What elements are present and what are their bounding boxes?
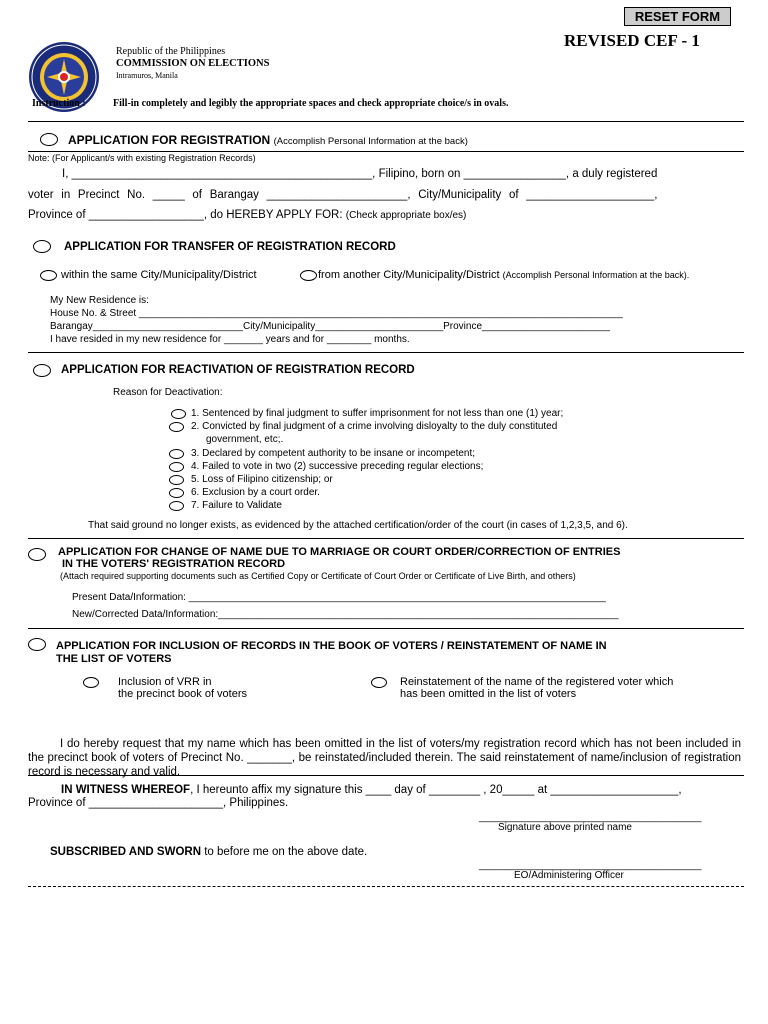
change-name-heading-2: IN THE VOTERS' REGISTRATION RECORD [62, 558, 286, 570]
address-label: Intramuros, Manila [116, 71, 178, 80]
present-data-field: Present Data/Information: ___________________________________________________________________________ [72, 592, 606, 603]
reinstatement-line2: has been omitted in the list of voters [400, 688, 577, 700]
divider [28, 121, 744, 122]
instruction-label: Instruction : [32, 98, 86, 109]
registration-oval[interactable] [40, 133, 58, 146]
reason-6: 6. Exclusion by a court order. [191, 487, 320, 498]
witness-province: Province of _____________________, Philippines. [28, 797, 289, 809]
republic-label: Republic of the Philippines [116, 46, 226, 57]
reason-6-oval[interactable] [169, 488, 184, 498]
commission-label: COMMISSION ON ELECTIONS [116, 58, 270, 69]
inclusion-vrr-line2: the precinct book of voters [118, 688, 248, 700]
registration-line-1: I, _______________________________________________, Filipino, born on ________________, a duly registered [62, 168, 658, 180]
divider [28, 538, 744, 539]
divider [28, 628, 744, 629]
reactivation-footer: That said ground no longer exists, as evidenced by the attached certification/order of the court (in cases of 1,2,3,5, and 6). [88, 520, 628, 531]
transfer-oval[interactable] [33, 240, 51, 253]
reason-3: 3. Declared by competent authority to be insane or incompetent; [191, 448, 476, 459]
registration-line-3: Province of __________________, do HEREBY APPLY FOR: (Check appropriate box/es) [28, 209, 467, 221]
change-name-heading-1: APPLICATION FOR CHANGE OF NAME DUE TO MARRIAGE OR COURT ORDER/CORRECTION OF ENTRIES [58, 546, 621, 558]
reason-7-oval[interactable] [169, 501, 184, 511]
reason-1: 1. Sentenced by final judgment to suffer imprisonment for not less than one (1) year; [191, 408, 564, 419]
reactivation-oval[interactable] [33, 364, 51, 377]
registration-line-2: voter in Precinct No. _____ of Barangay ______________________, City/Municipality of ____________________, [28, 189, 658, 201]
registration-note: Note: (For Applicant/s with existing Registration Records) [28, 153, 256, 163]
reason-4-oval[interactable] [169, 462, 184, 472]
new-data-field: New/Corrected Data/Information:________________________________________________________________________ [72, 609, 619, 620]
reason-2-oval[interactable] [169, 422, 184, 432]
transfer-other-oval[interactable] [300, 270, 317, 281]
instruction-text: Fill-in completely and legibly the appropriate spaces and check appropriate choice/s in ovals. [113, 98, 509, 109]
reason-2-cont: government, etc;. [206, 434, 284, 445]
reason-4: 4. Failed to vote in two (2) successive preceding regular elections; [191, 461, 484, 472]
inclusion-request-text: I do hereby request that my name which has been omitted in the list of voters/my registration record which has not been included in the precinct book of voters of Precinct No. _______, be reinstated/included therein. The said reinstatement of name/inclusion of registration record is necessary and valid. [28, 738, 741, 778]
divider [28, 151, 744, 152]
divider [28, 775, 744, 776]
reinstatement-oval[interactable] [371, 677, 387, 688]
new-residence-label: My New Residence is: [50, 295, 149, 306]
officer-label: EO/Administering Officer [514, 870, 624, 881]
inclusion-heading-1: APPLICATION FOR INCLUSION OF RECORDS IN THE BOOK OF VOTERS / REINSTATEMENT OF NAME IN [56, 640, 607, 652]
inclusion-heading-2: THE LIST OF VOTERS [56, 653, 172, 665]
inclusion-vrr-line1: Inclusion of VRR in [118, 676, 212, 688]
transfer-same-oval[interactable] [40, 270, 57, 281]
change-name-note: (Attach required supporting documents such as Certified Copy or Certificate of Court Order or Certificate of Live Birth, and others) [60, 571, 576, 581]
witness-line: IN WITNESS WHEREOF, I hereunto affix my signature this ____ day of ________ , 20_____ at ____________________, [61, 784, 682, 796]
divider [28, 352, 744, 353]
change-name-oval[interactable] [28, 548, 46, 561]
reason-5: 5. Loss of Filipino citizenship; or [191, 474, 333, 485]
reason-2: 2. Convicted by final judgment of a crime involving disloyalty to the duly constituted [191, 421, 558, 432]
inclusion-oval[interactable] [28, 638, 46, 651]
reactivation-heading: APPLICATION FOR REACTIVATION OF REGISTRATION RECORD [61, 364, 415, 376]
officer-line: ________________________________________ [479, 860, 702, 871]
transfer-same-label: within the same City/Municipality/District [61, 269, 257, 281]
reason-3-oval[interactable] [169, 449, 184, 459]
registration-heading: APPLICATION FOR REGISTRATION (Accomplish Personal Information at the back) [68, 133, 468, 147]
signature-line: ________________________________________ [479, 812, 702, 823]
form-code: REVISED CEF - 1 [564, 31, 700, 50]
house-street-field: House No. & Street _______________________________________________________________________________________ [50, 308, 623, 319]
transfer-other-label: from another City/Municipality/District (Accomplish Personal Information at the back). [318, 269, 690, 281]
barangay-field: Barangay___________________________City/Municipality_______________________Province_______________________ [50, 321, 610, 332]
transfer-heading: APPLICATION FOR TRANSFER OF REGISTRATION RECORD [64, 241, 396, 253]
inclusion-vrr-oval[interactable] [83, 677, 99, 688]
reason-5-oval[interactable] [169, 475, 184, 485]
reason-label: Reason for Deactivation: [113, 387, 223, 398]
reset-form-button[interactable]: RESET FORM [624, 7, 731, 26]
cut-line [28, 886, 744, 887]
resided-field: I have resided in my new residence for _______ years and for ________ months. [50, 334, 410, 345]
signature-label: Signature above printed name [498, 822, 632, 833]
reinstatement-line1: Reinstatement of the name of the registered voter which [400, 676, 674, 688]
reason-1-oval[interactable] [171, 409, 186, 419]
reason-7: 7. Failure to Validate [191, 500, 282, 511]
sworn-line: SUBSCRIBED AND SWORN to before me on the above date. [50, 846, 368, 858]
